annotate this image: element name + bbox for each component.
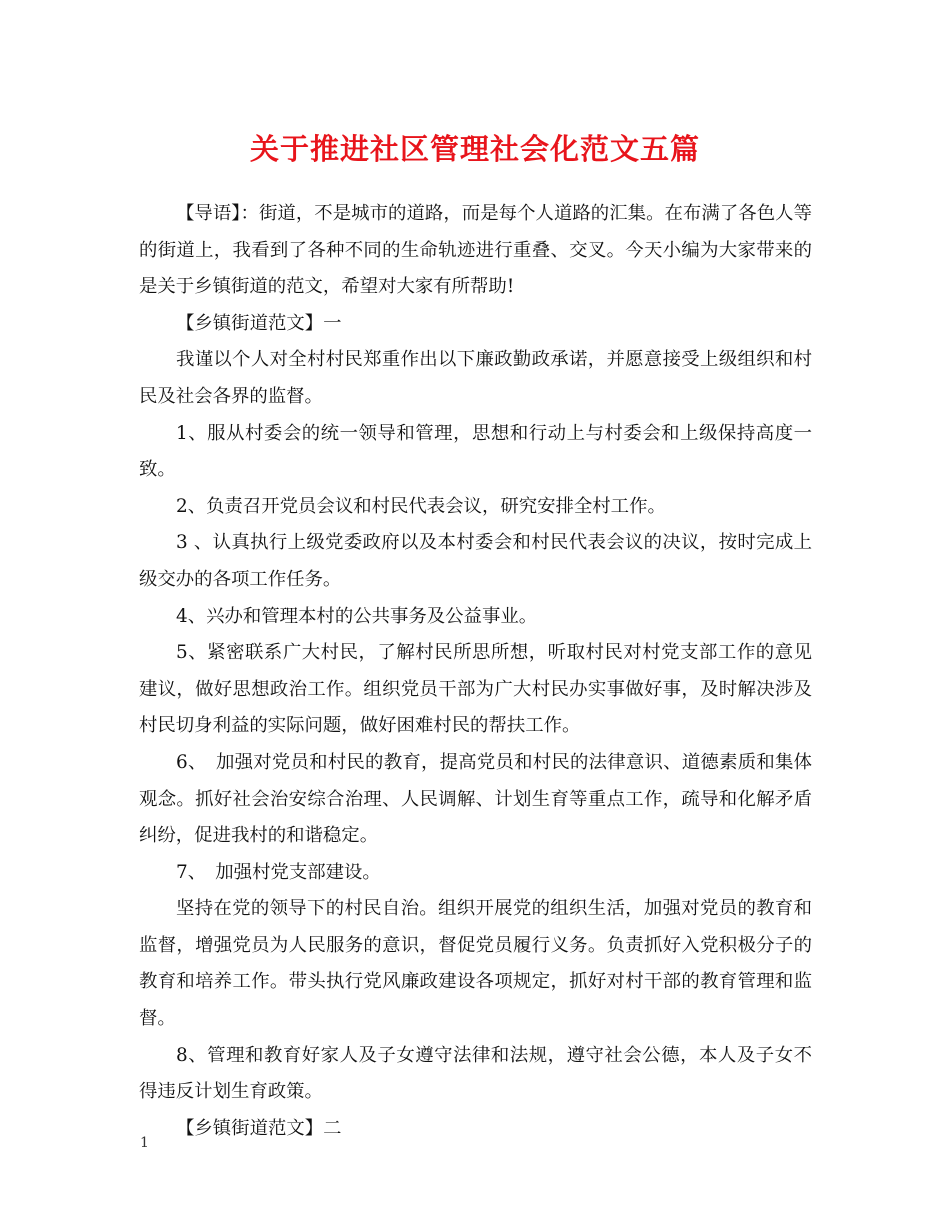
list-item-2: 2、负责召开党员会议和村民代表会议，研究安排全村工作。 — [176, 495, 666, 517]
list-item-8: 8、管理和教育好家人及子女遵守法律和法规，遵守社会公德，本人及子女不得违反计划生育政策。 — [139, 1044, 812, 1103]
list-item-5: 5、紧密联系广大村民，了解村民所思所想，听取村民对村党支部工作的意见建议，做好思想政治工作。组织党员干部为广大村民办实事做好事，及时解决涉及村民切身利益的实际问题，做好困难村民的帮扶工作。 — [139, 642, 812, 737]
list-item-6: 6、 加强对党员和村民的教育，提高党员和村民的法律意识、道德素质和集体观念。抓好社会治安综合治理、人民调解、计划生育等重点工作，疏导和化解矛盾纠纷，促进我村的和谐稳定。 — [139, 751, 812, 847]
paragraph-intro: 【导语】：街道，不是城市的道路，而是每个人道路的汇集。在布满了各色人等的街道上，我看到了各种不同的生命轨迹进行重叠、交叉。今天小编为大家带来的是关于乡镇街道的范文，希望对大家有所帮助! — [139, 203, 812, 298]
list-item-4: 4、兴办和管理本村的公共事务及公益事业。 — [176, 605, 538, 627]
section-heading-two: 【乡镇街道范文】二 — [176, 1117, 342, 1139]
paragraph: 坚持在党的领导下的村民自治。组织开展党的组织生活，加强对党员的教育和监督，增强党员为人民服务的意识，督促党员履行义务。负责抓好入党积极分子的教育和培养工作。带头执行党风廉政建设各项规定，抓好对村干部的教育管理和监督。 — [139, 898, 812, 1030]
paragraph: 我谨以个人对全村村民郑重作出以下廉政勤政承诺，并愿意接受上级组织和村民及社会各界的监督。 — [139, 349, 812, 407]
list-item-7: 7、 加强村党支部建设。 — [176, 861, 381, 883]
page-number: 1 — [140, 1135, 149, 1151]
document-body — [139, 196, 812, 1147]
list-item-1: 1、服从村委会的统一领导和管理，思想和行动上与村委会和上级保持高度一致。 — [139, 422, 812, 481]
list-item-3: 3 、认真执行上级党委政府以及本村委会和村民代表会议的决议，按时完成上级交办的各项工作任务。 — [139, 532, 812, 590]
section-heading-one: 【乡镇街道范文】一 — [176, 312, 342, 334]
document-title: 关于推进社区管理社会化范文五篇 — [249, 132, 700, 166]
